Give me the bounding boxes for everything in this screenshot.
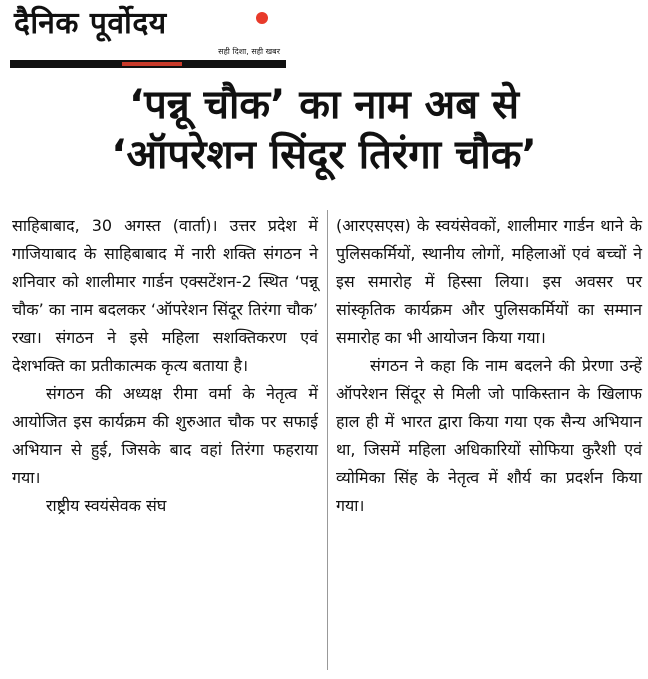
masthead bbox=[10, 4, 286, 70]
article-paragraph-3-end: (आरएसएस) के स्वयंसेवकों, शालीमार गार्डन थाने के पुलिसकर्मियों, स्थानीय लोगों, महिलाओं एवं बच्चों ने इस समारोह में हिस्सा लिया। इस अवसर पर सांस्कृतिक कार्यक्रम और पुलिसकर्मियों का सम्मान समारोह का भी आयोजन किया गया। bbox=[336, 216, 642, 347]
headline-line-2: ‘ऑपरेशन सिंदूर तिरंगा चौक’ bbox=[111, 132, 537, 178]
article-column-right bbox=[336, 212, 642, 520]
article-paragraph-2: संगठन की अध्यक्ष रीमा वर्मा के नेतृत्व में आयोजित इस कार्यक्रम की शुरुआत चौक पर सफाई अभियान से हुई, जिसके बाद वहां तिरंगा फहराया गया। bbox=[12, 384, 318, 487]
article-paragraph-3-start: राष्ट्रीय स्वयंसेवक संघ bbox=[46, 496, 167, 515]
column-divider bbox=[327, 210, 328, 670]
newspaper-tagline: सही दिशा, सही खबर bbox=[218, 47, 280, 56]
article-column-left bbox=[12, 212, 318, 520]
logo-sun-icon bbox=[256, 12, 268, 24]
masthead-accent bbox=[122, 62, 182, 66]
article-paragraph-4: संगठन ने कहा कि नाम बदलने की प्रेरणा उन्हें ऑपरेशन सिंदूर से मिली जो पाकिस्तान के खिलाफ हाल ही में भारत द्वारा किया गया एक सैन्य अभियान था, जिसमें महिला अधिकारियों सोफिया कुरैशी एवं व्योमिका सिंह के नेतृत्व में शौर्य का प्रदर्शन किया गया। bbox=[336, 356, 642, 515]
headline-line-1: ‘पन्नू चौक’ का नाम अब से bbox=[128, 82, 520, 128]
headline bbox=[0, 80, 648, 180]
article-paragraph-1 bbox=[12, 212, 318, 380]
newspaper-name: दैनिक पूर्वोदय bbox=[14, 6, 167, 41]
dateline: साहिबाबाद, 30 अगस्त (वार्ता)। bbox=[12, 216, 218, 235]
paragraph-1-text: उत्तर प्रदेश में गाजियाबाद के साहिबाबाद में नारी शक्ति संगठन ने शनिवार को शालीमार गार्डन एक्सटेंशन-2 स्थित ‘पन्नू चौक’ का नाम बदलकर ‘ऑपरेशन सिंदूर तिरंगा चौक’ रखा। संगठन ने इसे महिला सशक्तिकरण एवं देशभक्ति का प्रतीकात्मक कृत्य बताया है। bbox=[12, 216, 318, 375]
